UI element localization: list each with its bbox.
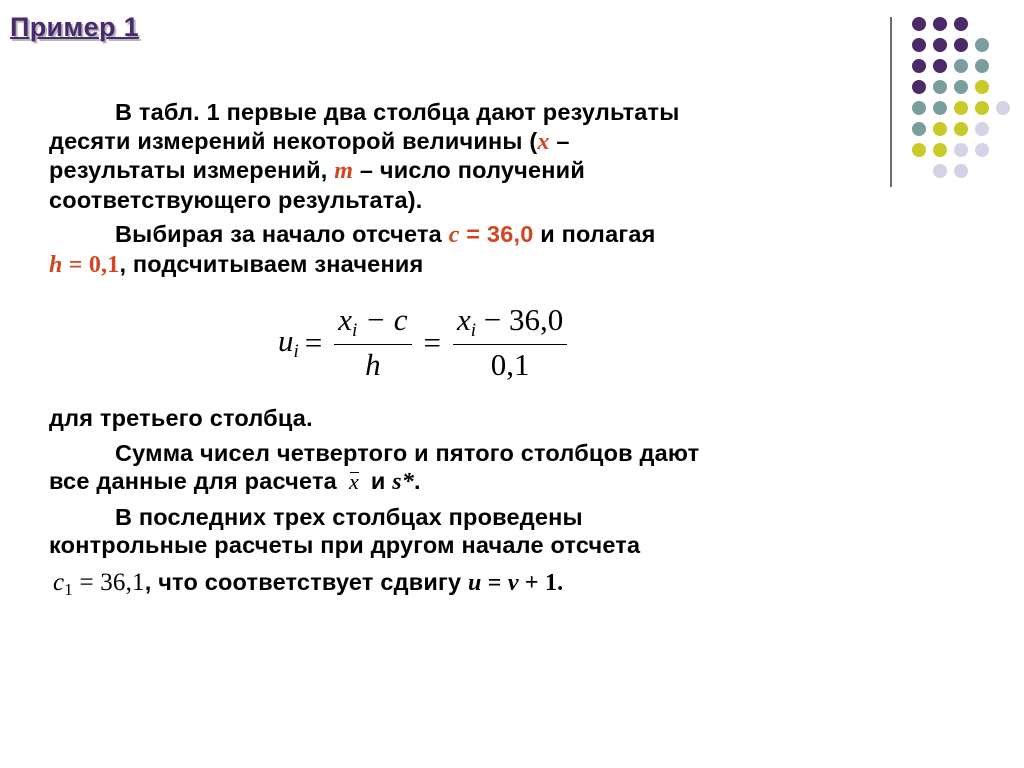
slide-title: Пример 1 bbox=[10, 12, 139, 42]
p4-line1: Сумма чисел четвертого и пятого столбцов дают bbox=[115, 439, 700, 466]
paragraph-1 bbox=[49, 98, 869, 214]
p1-line2b: – bbox=[549, 127, 570, 154]
fraction-1-numerator: $x_i - c$ bbox=[334, 302, 411, 345]
p1-line4: соответствующего результата). bbox=[49, 186, 423, 213]
decor-dot bbox=[975, 101, 989, 115]
decor-dot bbox=[933, 59, 947, 73]
decor-dot bbox=[954, 122, 968, 136]
decor-dot bbox=[975, 59, 989, 73]
p1-line3a: результаты измерений, bbox=[49, 157, 335, 184]
p5-line2: контрольные расчеты при другом начале отсчета bbox=[49, 532, 641, 559]
fraction-1 bbox=[334, 302, 411, 383]
decor-dot bbox=[912, 38, 926, 52]
p1-line3b: – число получений bbox=[353, 157, 585, 184]
p2-line1b: и полагая bbox=[533, 221, 656, 248]
shift-expression: u = v + 1. bbox=[468, 569, 564, 596]
decor-dot bbox=[933, 38, 947, 52]
slide-body bbox=[49, 98, 869, 280]
decor-dot bbox=[975, 143, 989, 157]
decor-dot bbox=[975, 80, 989, 94]
p2-line2: , подсчитываем значения bbox=[119, 250, 424, 277]
decor-dot bbox=[933, 17, 947, 31]
c1-expression: $c_1 = 36,1$ bbox=[53, 568, 145, 599]
var-x-bar: x bbox=[349, 468, 359, 497]
p2-line1a: Выбирая за начало отсчета bbox=[115, 221, 449, 248]
c-value: = 36,0 bbox=[459, 221, 534, 248]
decor-dot bbox=[933, 122, 947, 136]
decor-dot bbox=[954, 164, 968, 178]
var-m: m bbox=[334, 158, 354, 185]
decor-dot bbox=[912, 143, 926, 157]
var-s-star: s* bbox=[392, 469, 415, 496]
decor-dot bbox=[912, 101, 926, 115]
slide-body-lower bbox=[49, 404, 869, 605]
decor-dot bbox=[954, 59, 968, 73]
paragraph-2 bbox=[49, 220, 869, 279]
fraction-1-denominator: h bbox=[365, 347, 381, 382]
p4-line2a: все данные для расчета bbox=[49, 468, 337, 495]
decor-dot bbox=[933, 164, 947, 178]
decor-dot bbox=[996, 101, 1010, 115]
decor-dot bbox=[954, 17, 968, 31]
decor-dot bbox=[975, 122, 989, 136]
p3-line1: для третьего столбца. bbox=[49, 405, 313, 431]
decor-dot bbox=[912, 17, 926, 31]
decor-dot bbox=[954, 38, 968, 52]
decor-divider bbox=[890, 17, 892, 187]
formula-eq-2: = bbox=[423, 324, 441, 360]
decor-dot bbox=[933, 143, 947, 157]
paragraph-3 bbox=[49, 404, 869, 433]
p1-line2a: десяти измерений некоторой величины ( bbox=[49, 127, 538, 154]
formula-u-i bbox=[278, 302, 573, 383]
p5-line1: В последних трех столбцах проведены bbox=[115, 503, 583, 530]
paragraph-4 bbox=[49, 439, 869, 497]
fraction-2-denominator: 0,1 bbox=[490, 347, 530, 382]
p4-line2c: . bbox=[414, 468, 421, 495]
formula-eq-1: = bbox=[304, 324, 323, 360]
decor-dot bbox=[912, 122, 926, 136]
p1-line1: В табл. 1 первые два столбца дают результаты bbox=[115, 99, 680, 125]
decor-dot bbox=[954, 143, 968, 157]
fraction-2-numerator: $x_i - 36,0$ bbox=[453, 302, 567, 345]
formula-lhs: $u_i$ bbox=[278, 322, 299, 362]
paragraph-5 bbox=[49, 503, 869, 605]
decor-dot bbox=[954, 101, 968, 115]
decor-dot bbox=[933, 80, 947, 94]
fraction-2 bbox=[453, 302, 567, 383]
decor-dot bbox=[933, 101, 947, 115]
p4-line2b: и bbox=[370, 468, 393, 495]
decor-dot bbox=[912, 59, 926, 73]
decor-dot bbox=[975, 38, 989, 52]
h-expression: h = 0,1 bbox=[49, 251, 120, 278]
p5-line3: , что соответствует сдвигу bbox=[144, 568, 468, 595]
decor-dot bbox=[954, 80, 968, 94]
var-x: x bbox=[537, 128, 550, 155]
var-c: c bbox=[448, 222, 460, 249]
decor-dot bbox=[912, 80, 926, 94]
